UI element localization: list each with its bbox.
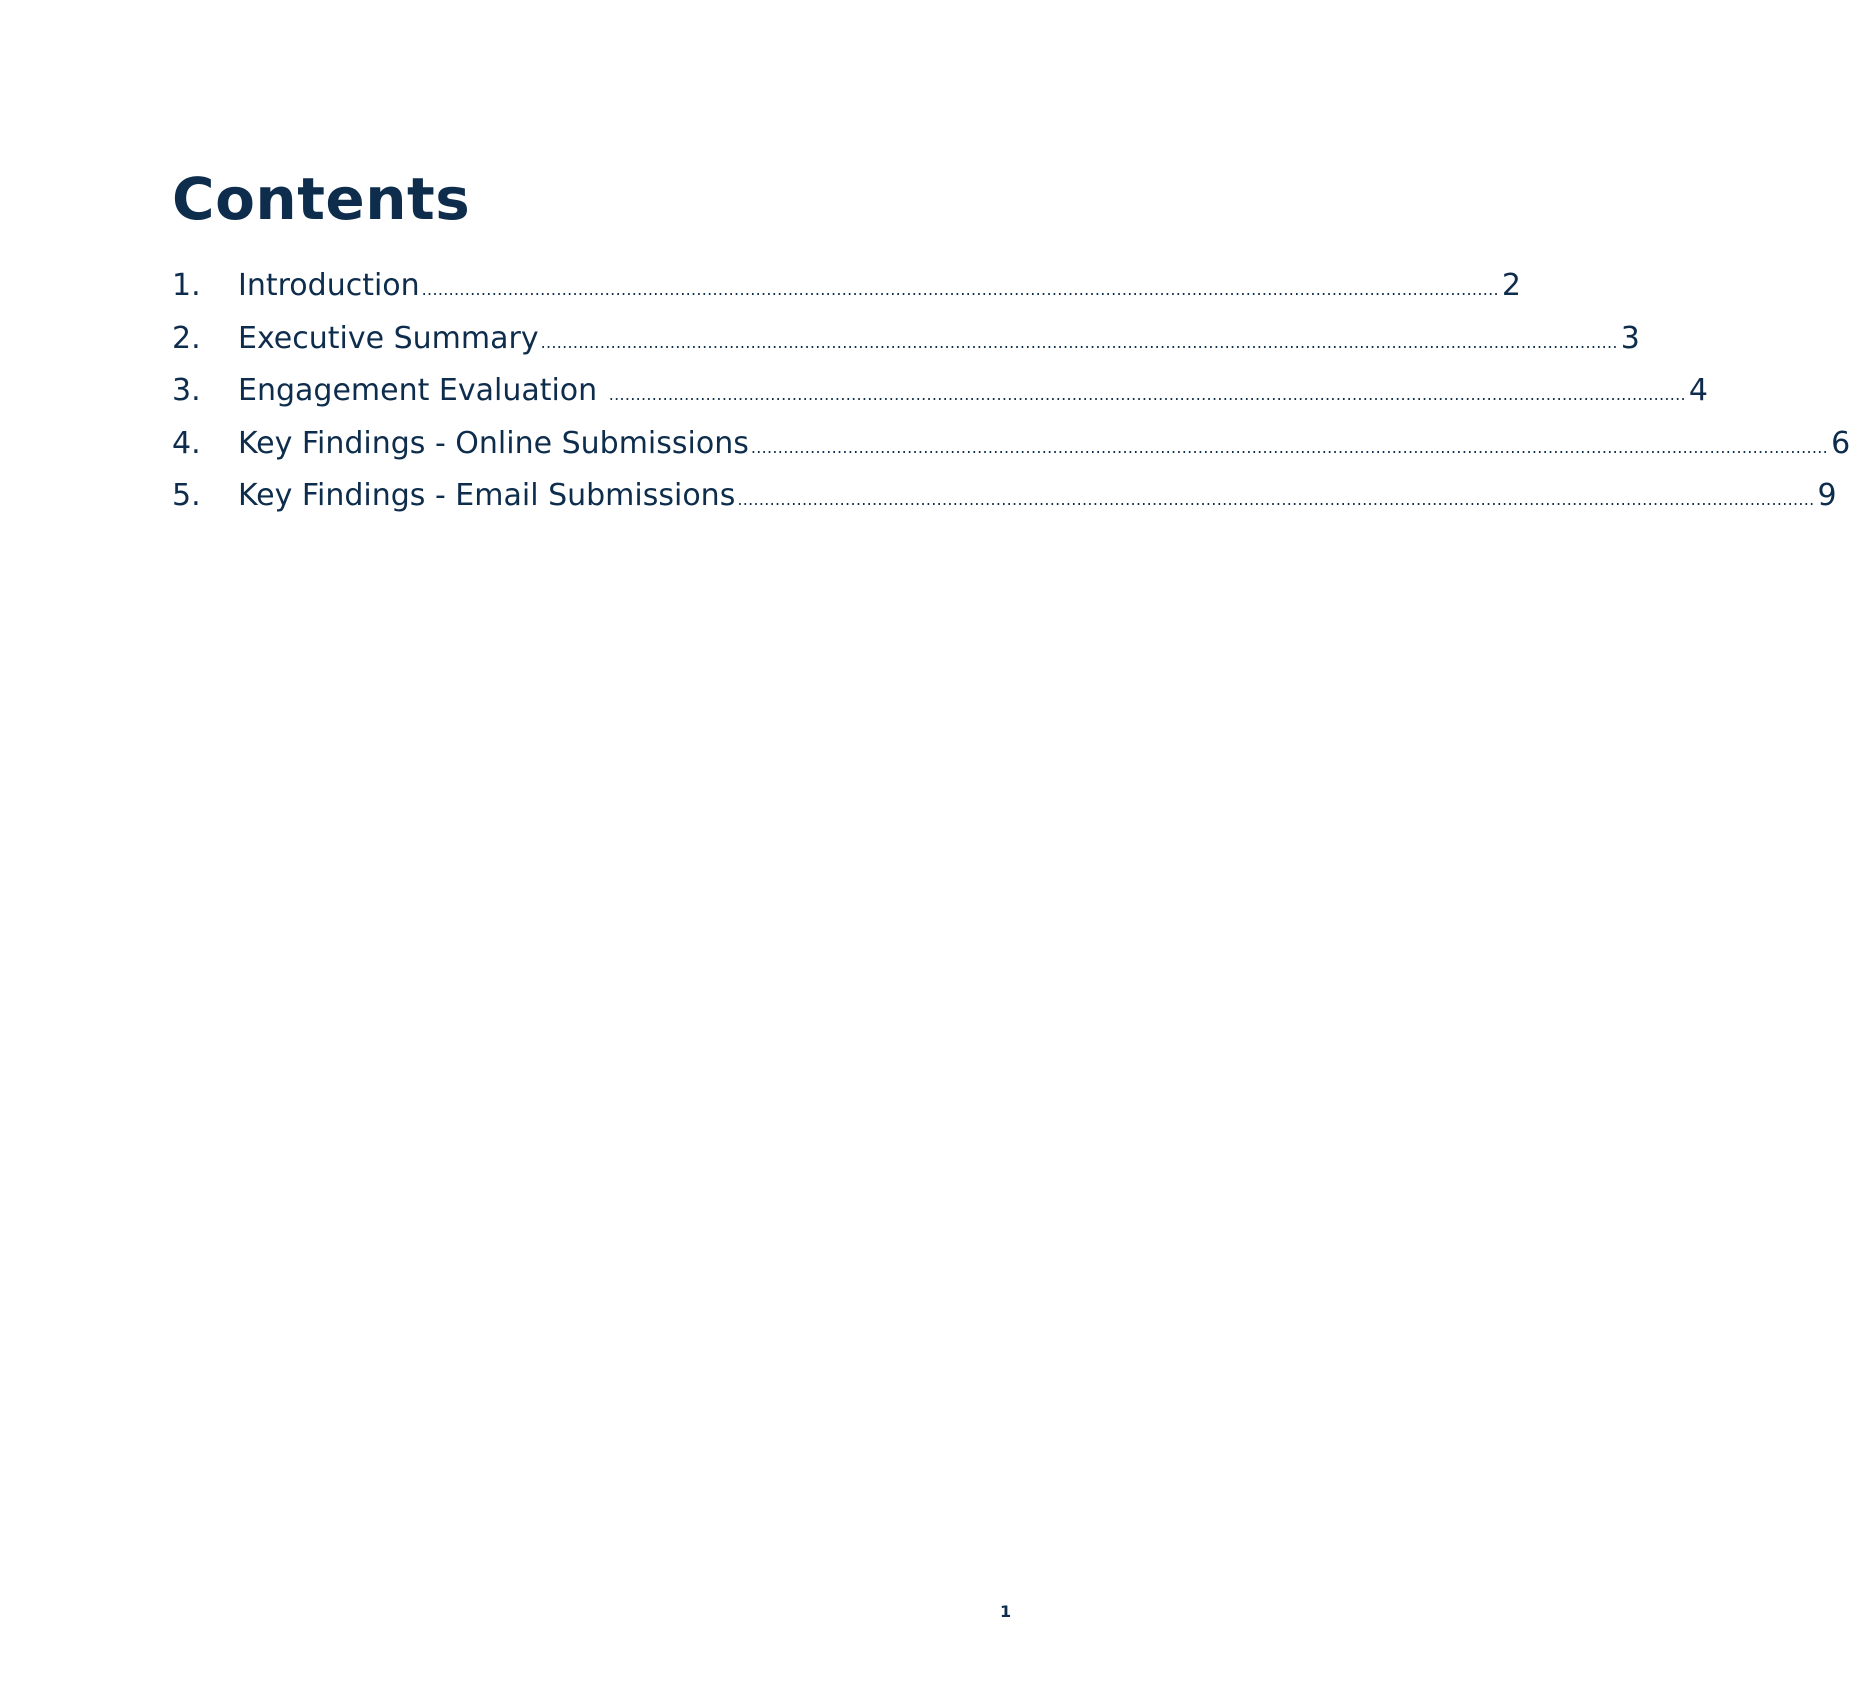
toc-entry-introduction[interactable] (172, 268, 1521, 321)
toc-entry-page: 6 (1831, 425, 1850, 461)
dot-leader: ........................................................................................................................................................................................................ (540, 332, 1618, 352)
toc-entry-title: Introduction (238, 268, 420, 303)
toc-entry-executive-summary[interactable] (172, 320, 1640, 374)
dot-leader: ........................................................................................................................................................................................................ (750, 437, 1829, 457)
toc-entry-page: 9 (1817, 478, 1837, 513)
toc-entry-title: Key Findings - Online Submissions (238, 425, 749, 461)
toc-entry-page: 2 (1501, 268, 1521, 303)
table-of-contents (172, 268, 1850, 531)
toc-entry-title: Engagement Evaluation (238, 373, 607, 408)
toc-entry-number: 2. (172, 320, 201, 356)
toc-entry-key-findings-email[interactable] (172, 478, 1837, 531)
toc-entry-engagement-evaluation[interactable] (172, 373, 1708, 426)
dot-leader: ........................................................................................................................................................................................................ (608, 385, 1686, 404)
toc-entry-title: Key Findings - Email Submissions (238, 478, 736, 513)
dot-leader: ........................................................................................................................................................................................................ (737, 490, 1815, 509)
contents-heading: Contents (172, 165, 471, 233)
toc-entry-title: Executive Summary (238, 320, 539, 356)
dot-leader: ........................................................................................................................................................................................................ (421, 280, 1499, 299)
toc-entry-page: 3 (1620, 320, 1640, 356)
toc-entry-page: 4 (1688, 373, 1708, 408)
toc-entry-number: 4. (172, 425, 201, 461)
page-number: 1 (1000, 1602, 1012, 1621)
toc-entry-number: 3. (172, 373, 201, 408)
toc-entry-number: 1. (172, 268, 201, 303)
toc-entry-number: 5. (172, 478, 201, 513)
toc-entry-key-findings-online[interactable] (172, 425, 1850, 479)
